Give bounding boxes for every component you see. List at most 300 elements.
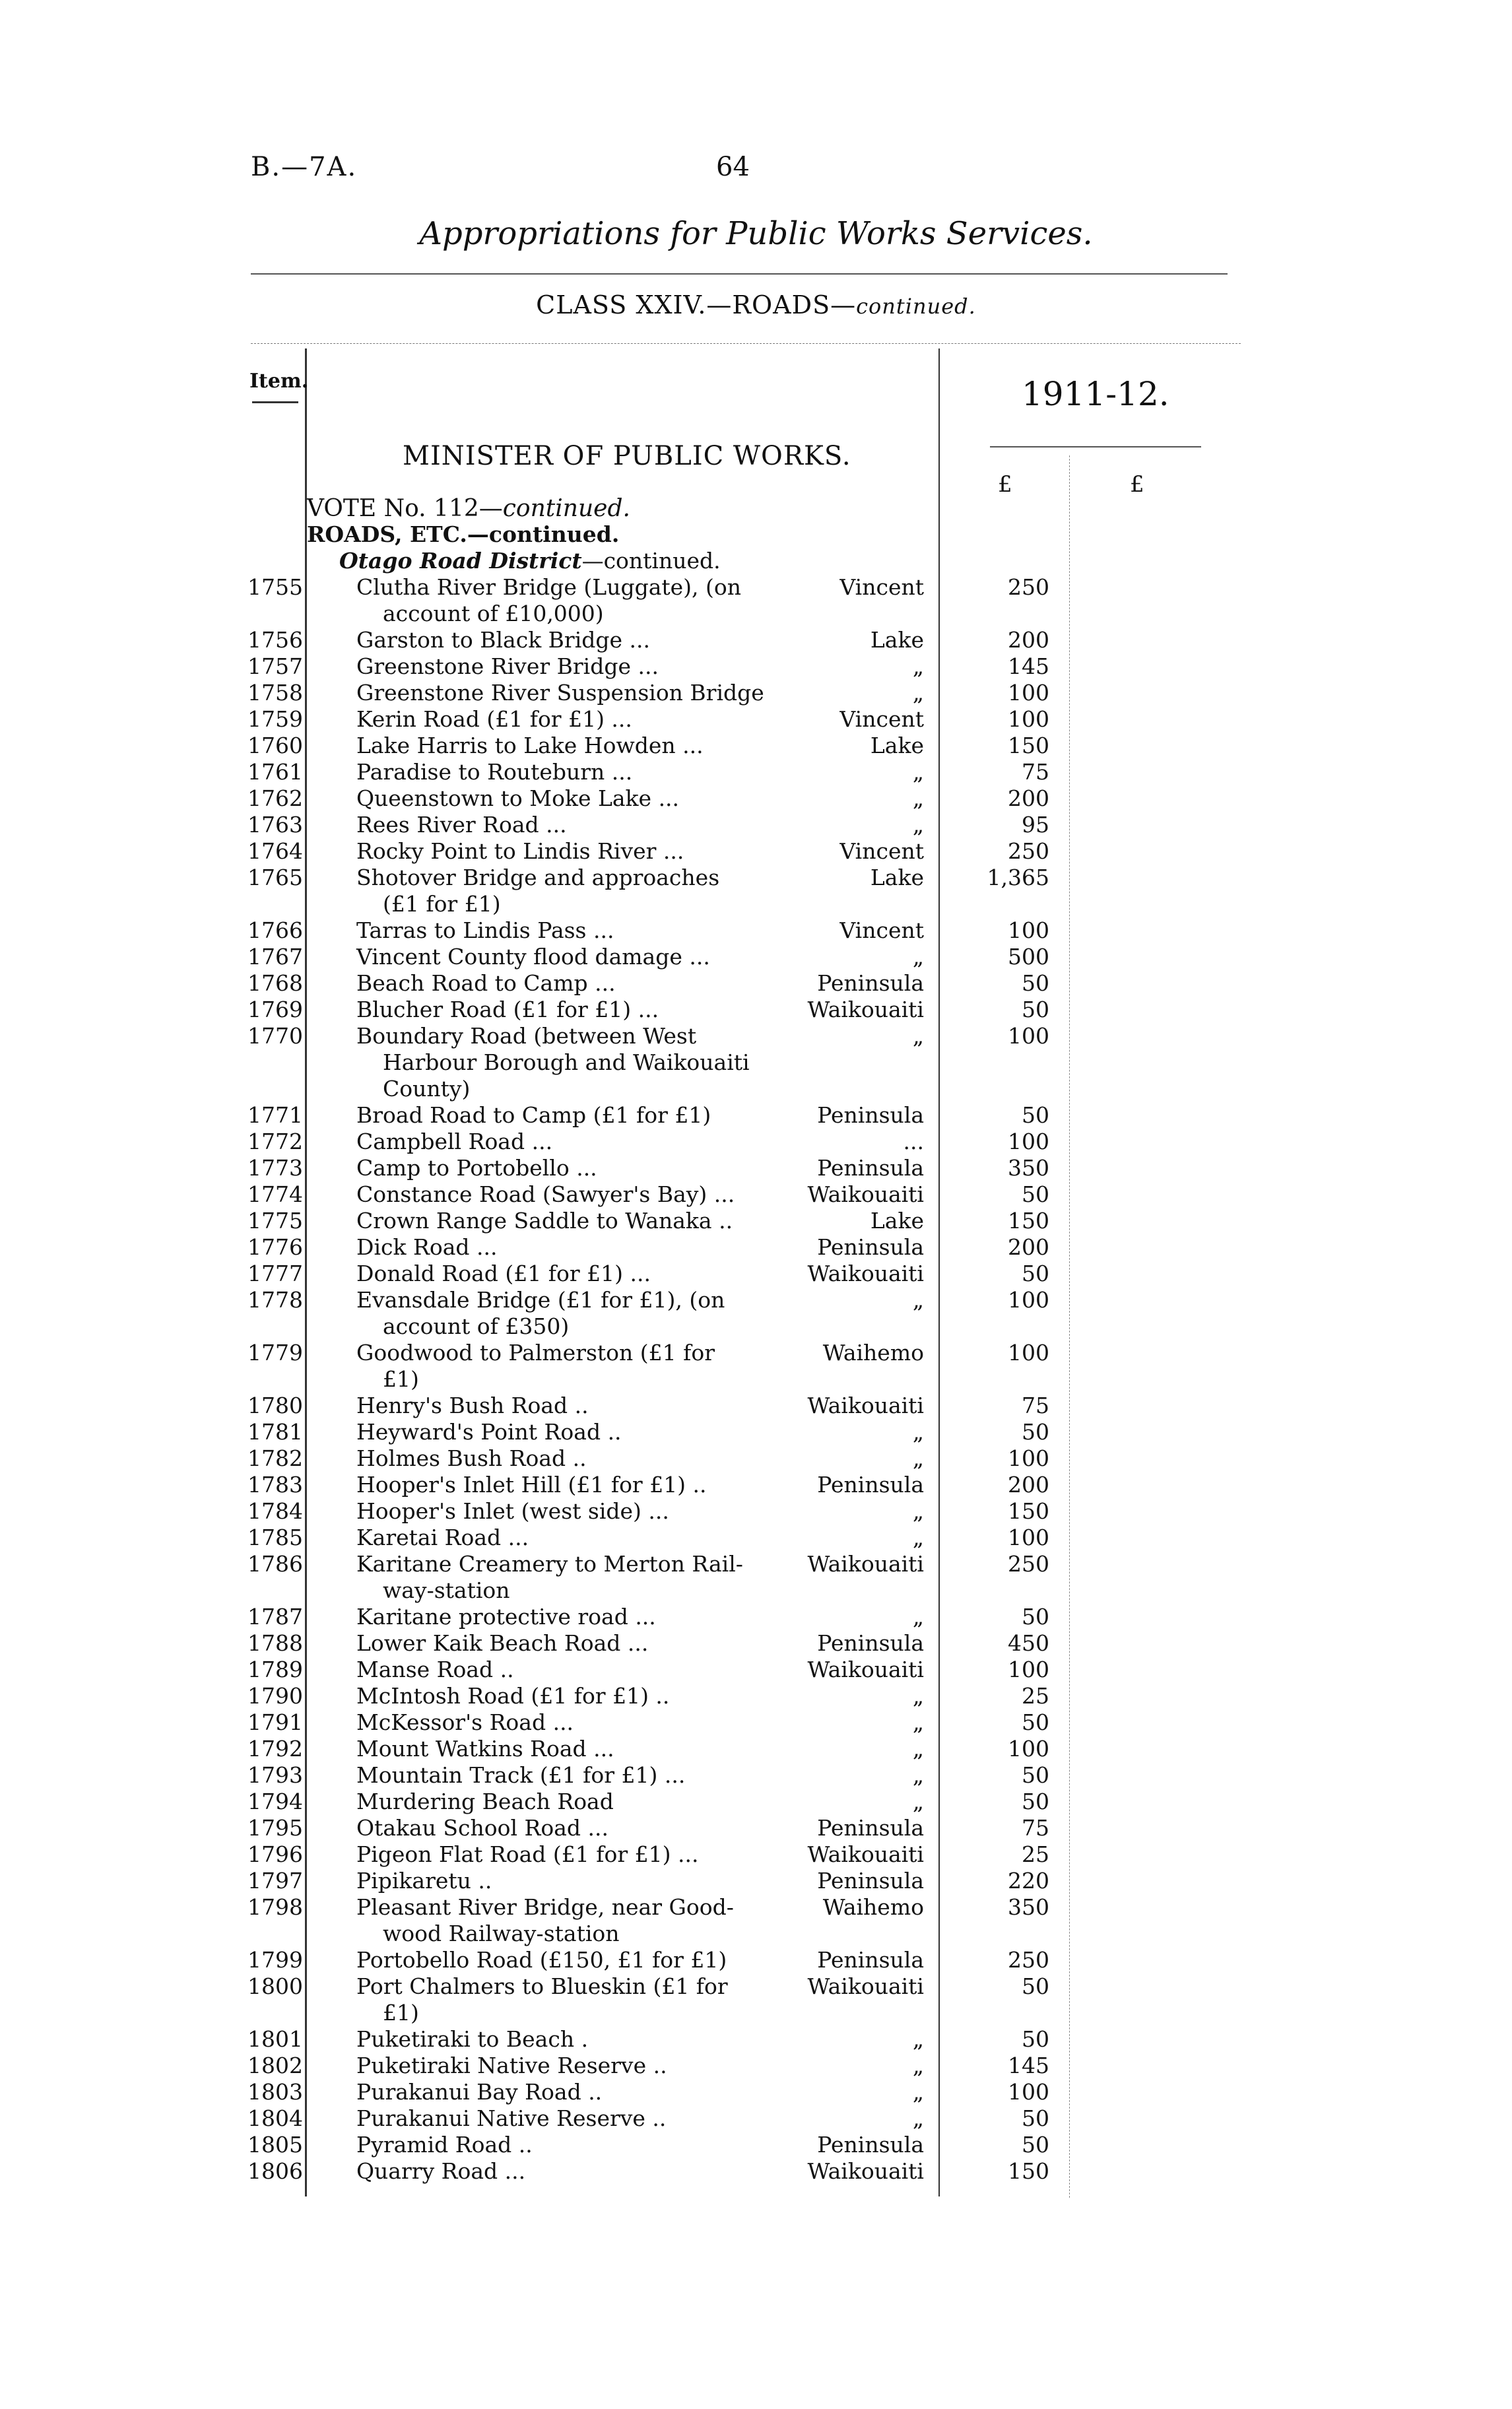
item-number: 1773: [247, 1155, 303, 1181]
amount: 50: [1022, 2105, 1049, 2131]
item-number: 1792: [247, 1736, 303, 1762]
item-description: [356, 1472, 752, 1498]
item-number: 1801: [247, 2026, 303, 2052]
amount: 50: [1022, 1709, 1049, 1735]
amount: 500: [1008, 944, 1049, 970]
item-description: [356, 1815, 752, 1841]
description-line: Mountain Track (£1 for £1) ...: [356, 1762, 686, 1788]
amount: 50: [1022, 1762, 1049, 1788]
description-line: Evansdale Bridge (£1 for £1), (on: [356, 1287, 725, 1313]
table-row: [0, 1762, 1512, 1789]
description-line: Broad Road to Camp (£1 for £1): [356, 1102, 711, 1128]
amount: 50: [1022, 1604, 1049, 1630]
table-row: [0, 1155, 1512, 1181]
description-line: £1): [383, 1366, 419, 1392]
item-number: 1764: [247, 838, 303, 864]
description-line: Manse Road ..: [356, 1657, 514, 1682]
county-name: Waikouaiti: [807, 1393, 924, 1418]
district-name: Otago Road District: [339, 548, 582, 574]
table-row: [0, 1815, 1512, 1841]
item-number: 1806: [247, 2158, 303, 2184]
item-description: [356, 1102, 752, 1129]
county-name: Lake: [870, 1208, 924, 1234]
county-name: „: [912, 1789, 924, 1814]
description-line: Garston to Black Bridge ...: [356, 627, 651, 653]
description-line: way-station: [383, 1577, 510, 1603]
item-number: 1790: [247, 1683, 303, 1709]
county-name: Vincent: [839, 706, 924, 732]
county-name: Waikouaiti: [807, 1261, 924, 1286]
county-name: Peninsula: [817, 970, 924, 996]
description-line: Dick Road ...: [356, 1234, 498, 1260]
county-name: „: [912, 2105, 924, 2131]
item-number: 1770: [247, 1023, 303, 1049]
table-row: [0, 1604, 1512, 1630]
table-row: [0, 733, 1512, 759]
item-description: [356, 1551, 752, 1604]
item-number: 1793: [247, 1762, 303, 1788]
amount: 100: [1008, 1129, 1049, 1154]
county-name: „: [912, 1419, 924, 1445]
amount: 250: [1008, 1551, 1049, 1577]
amount: 1,365: [987, 865, 1049, 890]
description-line: Queenstown to Moke Lake ...: [356, 785, 680, 811]
appropriation-rows: [0, 574, 1512, 2185]
class-heading-continued: continued.: [856, 294, 976, 319]
item-number: 1779: [247, 1340, 303, 1366]
table-row: [0, 2026, 1512, 2053]
table-row: [0, 1023, 1512, 1102]
item-number: 1781: [247, 1419, 303, 1445]
item-number: 1755: [247, 574, 303, 600]
table-row: [0, 2158, 1512, 2185]
description-line: Constance Road (Sawyer's Bay) ...: [356, 1181, 735, 1207]
item-description: [356, 1129, 752, 1155]
table-row: [0, 785, 1512, 812]
description-line: Purakanui Bay Road ..: [356, 2079, 603, 2105]
description-line: Crown Range Saddle to Wanaka ..: [356, 1208, 733, 1234]
county-name: Lake: [870, 627, 924, 653]
table-row: [0, 1498, 1512, 1525]
county-name: „: [912, 1023, 924, 1049]
amount: 75: [1022, 1815, 1049, 1841]
amount: 145: [1008, 2053, 1049, 2078]
county-name: „: [912, 2053, 924, 2078]
item-number: 1786: [247, 1551, 303, 1577]
item-description: [356, 1287, 752, 1340]
year-column-header: 1911-12.: [1022, 375, 1169, 413]
item-number: 1803: [247, 2079, 303, 2105]
description-line: Puketiraki to Beach .: [356, 2026, 589, 2052]
item-description: [356, 785, 752, 812]
description-line: Hooper's Inlet (west side) ...: [356, 1498, 669, 1524]
county-name: „: [912, 785, 924, 811]
description-line: account of £350): [383, 1313, 570, 1339]
description-line: Pleasant River Bridge, near Good-: [356, 1894, 734, 1920]
county-name: „: [912, 759, 924, 785]
table-row: [0, 1947, 1512, 1973]
amount: 75: [1022, 759, 1049, 785]
amount: 25: [1022, 1683, 1049, 1709]
item-number: 1802: [247, 2053, 303, 2078]
item-description: [356, 970, 752, 997]
county-name: „: [912, 1287, 924, 1313]
item-number: 1757: [247, 653, 303, 679]
amount: 200: [1008, 627, 1049, 653]
vote-heading: [307, 495, 630, 522]
amount: 50: [1022, 2132, 1049, 2158]
table-row: [0, 1393, 1512, 1419]
item-number: 1800: [247, 1973, 303, 1999]
item-number: 1805: [247, 2132, 303, 2158]
description-line: Otakau School Road ...: [356, 1815, 608, 1841]
amount: 50: [1022, 970, 1049, 996]
table-row: [0, 627, 1512, 653]
item-number: 1798: [247, 1894, 303, 1920]
county-name: „: [912, 1525, 924, 1550]
item-description: [356, 1683, 752, 1709]
description-line: Portobello Road (£150, £1 for £1): [356, 1947, 727, 1973]
amount: 95: [1022, 812, 1049, 838]
item-description: [356, 917, 752, 944]
description-line: Harbour Borough and Waikouaiti: [383, 1049, 750, 1075]
amount: 100: [1008, 1736, 1049, 1762]
table-row: [0, 1287, 1512, 1340]
item-description: [356, 1445, 752, 1472]
table-row: [0, 1894, 1512, 1947]
description-line: Blucher Road (£1 for £1) ...: [356, 997, 659, 1022]
item-number: 1804: [247, 2105, 303, 2131]
amount: 150: [1008, 2158, 1049, 2184]
table-top-rule: [251, 343, 1241, 344]
county-name: Peninsula: [817, 1155, 924, 1181]
item-description: [356, 2026, 752, 2053]
document-reference: B.—7A.: [251, 152, 358, 182]
item-number: 1782: [247, 1445, 303, 1471]
description-line: Lake Harris to Lake Howden ...: [356, 733, 704, 758]
item-number: 1759: [247, 706, 303, 732]
description-line: Boundary Road (between West: [356, 1023, 697, 1049]
description-line: Paradise to Routeburn ...: [356, 759, 633, 785]
item-number: 1794: [247, 1789, 303, 1814]
item-description: [356, 1894, 752, 1947]
description-line: Beach Road to Camp ...: [356, 970, 616, 996]
county-name: Waikouaiti: [807, 997, 924, 1022]
amount: 100: [1008, 2079, 1049, 2105]
county-name: Peninsula: [817, 2132, 924, 2158]
item-number: 1799: [247, 1947, 303, 1973]
table-row: [0, 970, 1512, 997]
county-name: „: [912, 1709, 924, 1735]
item-number: 1777: [247, 1261, 303, 1286]
table-row: [0, 2079, 1512, 2105]
amount: 50: [1022, 1181, 1049, 1207]
amount: 150: [1008, 1208, 1049, 1234]
amount: 450: [1008, 1630, 1049, 1656]
item-description: [356, 1736, 752, 1762]
amount: 150: [1008, 1498, 1049, 1524]
description-line: Rocky Point to Lindis River ...: [356, 838, 684, 864]
county-name: Peninsula: [817, 1947, 924, 1973]
table-row: [0, 812, 1512, 838]
item-number: 1783: [247, 1472, 303, 1498]
item-description: [356, 1604, 752, 1630]
pound-sign-right: £: [1130, 471, 1144, 498]
county-name: „: [912, 944, 924, 970]
item-description: [356, 1393, 752, 1419]
item-description: [356, 1261, 752, 1287]
amount: 150: [1008, 733, 1049, 758]
county-name: Vincent: [839, 917, 924, 943]
item-number: 1795: [247, 1815, 303, 1841]
item-description: [356, 733, 752, 759]
description-line: Pipikaretu ..: [356, 1868, 492, 1894]
description-line: Kerin Road (£1 for £1) ...: [356, 706, 632, 732]
item-description: [356, 1155, 752, 1181]
item-number: 1791: [247, 1709, 303, 1735]
item-number: 1788: [247, 1630, 303, 1656]
table-row: [0, 1868, 1512, 1894]
amount: 350: [1008, 1155, 1049, 1181]
county-name: Peninsula: [817, 1630, 924, 1656]
table-row: [0, 706, 1512, 733]
amount: 75: [1022, 1393, 1049, 1418]
roads-subheading: ROADS, ETC.—continued.: [307, 521, 620, 547]
table-row: [0, 1472, 1512, 1498]
county-name: Waihemo: [822, 1894, 924, 1920]
pound-sign-left: £: [998, 471, 1012, 498]
description-line: Tarras to Lindis Pass ...: [356, 917, 614, 943]
item-description: [356, 1234, 752, 1261]
description-line: Karitane Creamery to Merton Rail-: [356, 1551, 743, 1577]
page-number: 64: [716, 152, 750, 182]
county-name: „: [912, 680, 924, 706]
page-title: Appropriations for Public Works Services.: [419, 215, 1093, 252]
amount: 50: [1022, 2026, 1049, 2052]
description-line: Karetai Road ...: [356, 1525, 529, 1550]
description-line: Heyward's Point Road ..: [356, 1419, 622, 1445]
item-number: 1784: [247, 1498, 303, 1524]
item-description: [356, 759, 752, 785]
county-name: „: [912, 1445, 924, 1471]
item-description: [356, 997, 752, 1023]
amount: 50: [1022, 1789, 1049, 1814]
amount: 100: [1008, 917, 1049, 943]
description-line: Henry's Bush Road ..: [356, 1393, 589, 1418]
county-name: Vincent: [839, 838, 924, 864]
table-row: [0, 1683, 1512, 1709]
amount: 100: [1008, 1525, 1049, 1550]
county-name: „: [912, 1604, 924, 1630]
description-line: Mount Watkins Road ...: [356, 1736, 614, 1762]
county-name: „: [912, 1498, 924, 1524]
vote-number: VOTE No. 112—: [307, 495, 503, 522]
description-line: Clutha River Bridge (Luggate), (on: [356, 574, 742, 600]
vote-continued: continued.: [502, 495, 630, 522]
county-name: „: [912, 1736, 924, 1762]
item-number: 1771: [247, 1102, 303, 1128]
item-description: [356, 1498, 752, 1525]
county-name: Waikouaiti: [807, 1841, 924, 1867]
item-description: [356, 1947, 752, 1973]
item-description: [356, 2105, 752, 2132]
item-number: 1780: [247, 1393, 303, 1418]
item-description: [356, 1709, 752, 1736]
table-row: [0, 1261, 1512, 1287]
district-heading: [339, 548, 721, 574]
table-row: [0, 1841, 1512, 1868]
item-number: 1774: [247, 1181, 303, 1207]
item-description: [356, 2079, 752, 2105]
item-description: [356, 1973, 752, 2026]
table-row: [0, 1419, 1512, 1445]
county-name: Peninsula: [817, 1868, 924, 1894]
description-line: Campbell Road ...: [356, 1129, 553, 1154]
table-row: [0, 680, 1512, 706]
description-line: Vincent County flood damage ...: [356, 944, 710, 970]
amount: 50: [1022, 1261, 1049, 1286]
table-row: [0, 1208, 1512, 1234]
description-line: Purakanui Native Reserve ..: [356, 2105, 667, 2131]
table-row: [0, 917, 1512, 944]
county-name: Peninsula: [817, 1102, 924, 1128]
item-number: 1768: [247, 970, 303, 996]
county-name: „: [912, 1762, 924, 1788]
amount: 250: [1008, 574, 1049, 600]
item-description: [356, 1868, 752, 1894]
amount: 200: [1008, 1234, 1049, 1260]
description-line: McKessor's Road ...: [356, 1709, 574, 1735]
amount: 250: [1008, 838, 1049, 864]
item-description: [356, 838, 752, 865]
class-heading-text: CLASS XXIV.—ROADS—: [536, 290, 857, 319]
amount: 200: [1008, 785, 1049, 811]
description-line: County): [383, 1076, 471, 1102]
item-number: 1785: [247, 1525, 303, 1550]
county-name: „: [912, 2079, 924, 2105]
district-continued: —continued.: [581, 548, 721, 574]
amount: 50: [1022, 1973, 1049, 1999]
description-line: Camp to Portobello ...: [356, 1155, 597, 1181]
item-description: [356, 574, 752, 627]
item-number: 1769: [247, 997, 303, 1022]
item-number: 1767: [247, 944, 303, 970]
title-rule: [251, 273, 1228, 275]
description-line: £1): [383, 2000, 419, 2026]
amount: 100: [1008, 680, 1049, 706]
item-number: 1763: [247, 812, 303, 838]
table-row: [0, 1657, 1512, 1683]
table-row: [0, 1102, 1512, 1129]
table-row: [0, 2053, 1512, 2079]
description-line: Port Chalmers to Blueskin (£1 for: [356, 1973, 728, 1999]
table-row: [0, 997, 1512, 1023]
amount: 100: [1008, 1287, 1049, 1313]
description-line: Holmes Bush Road ..: [356, 1445, 587, 1471]
item-number: 1776: [247, 1234, 303, 1260]
amount: 50: [1022, 1102, 1049, 1128]
description-line: Donald Road (£1 for £1) ...: [356, 1261, 651, 1286]
table-row: [0, 574, 1512, 627]
description-line: wood Railway-station: [383, 1921, 620, 1946]
county-name: Waihemo: [822, 1340, 924, 1366]
description-line: Pyramid Road ..: [356, 2132, 533, 2158]
table-row: [0, 1709, 1512, 1736]
amount: 100: [1008, 1445, 1049, 1471]
description-line: Goodwood to Palmerston (£1 for: [356, 1340, 715, 1366]
amount: 50: [1022, 1419, 1049, 1445]
item-description: [356, 1181, 752, 1208]
county-name: „: [912, 1683, 924, 1709]
description-line: Murdering Beach Road: [356, 1789, 614, 1814]
amount: 145: [1008, 653, 1049, 679]
item-column-header: Item.: [249, 370, 309, 393]
amount: 100: [1008, 706, 1049, 732]
description-line: Greenstone River Suspension Bridge: [356, 680, 764, 706]
item-description: [356, 1208, 752, 1234]
county-name: Waikouaiti: [807, 2158, 924, 2184]
table-row: [0, 1736, 1512, 1762]
table-row: [0, 1551, 1512, 1604]
item-description: [356, 1525, 752, 1551]
county-name: Peninsula: [817, 1234, 924, 1260]
description-line: Shotover Bridge and approaches: [356, 865, 720, 890]
table-row: [0, 944, 1512, 970]
amount: 100: [1008, 1023, 1049, 1049]
item-number: 1787: [247, 1604, 303, 1630]
item-number: 1789: [247, 1657, 303, 1682]
description-line: (£1 for £1): [383, 891, 501, 917]
amount: 250: [1008, 1947, 1049, 1973]
item-number: 1758: [247, 680, 303, 706]
item-description: [356, 1762, 752, 1789]
county-name: Lake: [870, 733, 924, 758]
description-line: Puketiraki Native Reserve ..: [356, 2053, 667, 2078]
description-line: Pigeon Flat Road (£1 for £1) ...: [356, 1841, 699, 1867]
item-number: 1796: [247, 1841, 303, 1867]
item-number: 1760: [247, 733, 303, 758]
description-line: Rees River Road ...: [356, 812, 567, 838]
item-number: 1756: [247, 627, 303, 653]
table-row: [0, 2105, 1512, 2132]
county-name: „: [912, 653, 924, 679]
table-row: [0, 1234, 1512, 1261]
item-description: [356, 1023, 752, 1102]
county-name: Vincent: [839, 574, 924, 600]
county-name: „: [912, 2026, 924, 2052]
item-number: 1761: [247, 759, 303, 785]
county-name: Peninsula: [817, 1815, 924, 1841]
item-description: [356, 812, 752, 838]
table-row: [0, 865, 1512, 917]
year-header-rule: [990, 446, 1201, 447]
item-number: 1772: [247, 1129, 303, 1154]
description-line: Hooper's Inlet Hill (£1 for £1) ..: [356, 1472, 707, 1498]
amount: 100: [1008, 1340, 1049, 1366]
item-description: [356, 865, 752, 917]
table-row: [0, 838, 1512, 865]
county-name: ...: [903, 1129, 924, 1154]
county-name: Waikouaiti: [807, 1973, 924, 1999]
item-description: [356, 1841, 752, 1868]
amount: 350: [1008, 1894, 1049, 1920]
table-row: [0, 1789, 1512, 1815]
table-row: [0, 2132, 1512, 2158]
county-name: „: [912, 812, 924, 838]
description-line: Quarry Road ...: [356, 2158, 526, 2184]
description-line: Karitane protective road ...: [356, 1604, 656, 1630]
county-name: Waikouaiti: [807, 1181, 924, 1207]
